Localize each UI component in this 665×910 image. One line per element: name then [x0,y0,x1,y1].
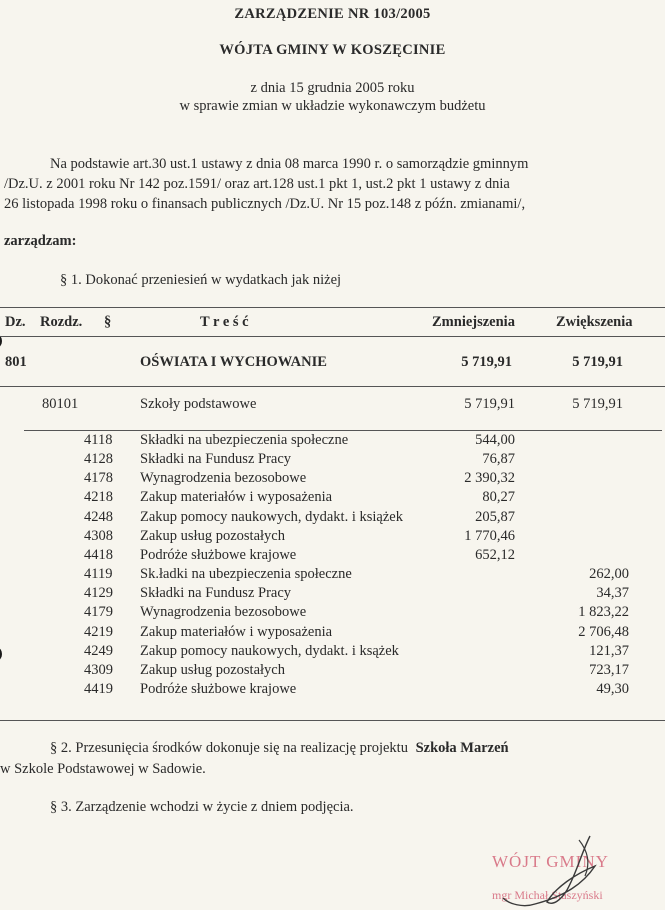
paragraph-2-lead: § 2. Przesunięcia środków dokonuje się na realizację projektu [50,740,408,756]
rozdzial-zwiekszenia: 5 719,91 [572,396,623,412]
row-zwiekszenia: 723,17 [589,662,629,678]
paragraph-3: § 3. Zarządzenie wchodzi w życie z dniem podjęcia. [50,799,354,815]
row-zmniejszenia: 2 390,32 [464,470,515,486]
row-zmniejszenia: 1 770,46 [464,528,515,544]
header-rozdz: Rozdz. [40,314,83,330]
dzial-zwiekszenia: 5 719,91 [572,354,623,370]
handwritten-signature [495,832,605,908]
table-rule [0,307,665,308]
row-zmniejszenia: 652,12 [475,547,515,563]
paragraph-2-line2: w Szkole Podstawowej w Sadowie. [0,761,206,777]
row-paragraph-code: 4128 [84,451,113,467]
row-zwiekszenia: 49,30 [596,681,629,697]
row-zmniejszenia: 76,87 [482,451,515,467]
rozdzial-name: Szkoły podstawowe [140,396,257,412]
row-paragraph-code: 4129 [84,585,113,601]
table-rule [0,720,665,721]
row-zwiekszenia: 121,37 [589,643,629,659]
row-paragraph-code: 4179 [84,604,113,620]
row-description: Składki na ubezpieczenia społeczne [140,432,349,448]
document-title: ZARZĄDZENIE NR 103/2005 [234,6,431,22]
row-description: Podróże służbowe krajowe [140,547,297,563]
header-zmniejszenia: Zmniejszenia [432,314,515,330]
row-description: Wynagrodzenia bezosobowe [140,604,307,620]
row-paragraph-code: 4118 [84,432,113,448]
row-description: Zakup pomocy naukowych, dydakt. i ksążek [140,643,399,659]
row-paragraph-code: 4419 [84,681,113,697]
document-date: z dnia 15 grudnia 2005 roku [250,80,415,96]
row-description: Zakup materiałów i wyposażenia [140,624,333,640]
row-paragraph-code: 4309 [84,662,113,678]
row-zmniejszenia: 205,87 [475,509,515,525]
row-paragraph-code: 4178 [84,470,113,486]
zarzadzam-label: zarządzam: [4,233,77,249]
preamble-line: /Dz.U. z 2001 roku Nr 142 poz.1591/ oraz art.128 ust.1 pkt 1, ust.2 pkt 1 ustawy z dnia [4,176,510,192]
row-description: Zakup usług pozostałych [140,662,285,678]
dzial-code: 801 [5,354,27,370]
row-zwiekszenia: 2 706,48 [578,624,629,640]
row-paragraph-code: 4308 [84,528,113,544]
row-zwiekszenia: 34,37 [596,585,629,601]
paragraph-1: § 1. Dokonać przeniesień w wydatkach jak niżej [60,272,342,288]
row-description: Składki na Fundusz Pracy [140,585,292,601]
row-zwiekszenia: 1 823,22 [578,604,629,620]
header-tresc: T r e ś ć [200,314,249,330]
preamble-line: Na podstawie art.30 ust.1 ustawy z dnia 08 marca 1990 r. o samorządzie gminnym [50,156,529,172]
row-description: Sk.ładki na ubezpieczenia społeczne [140,566,352,582]
row-paragraph-code: 4248 [84,509,113,525]
table-rule [0,386,665,387]
rozdzial-code: 80101 [42,396,79,412]
row-zmniejszenia: 80,27 [482,489,515,505]
table-rule [24,430,662,431]
table-rule [0,336,665,337]
row-paragraph-code: 4249 [84,643,113,659]
preamble-line: 26 listopada 1998 roku o finansach publicznych /Dz.U. Nr 15 poz.148 z późn. zmianami/, [4,196,526,212]
row-description: Zakup materiałów i wyposażenia [140,489,333,505]
row-paragraph-code: 4218 [84,489,113,505]
header-dz: Dz. [5,314,26,330]
row-zmniejszenia: 544,00 [475,432,515,448]
row-description: Zakup usług pozostałych [140,528,285,544]
row-description: Składki na Fundusz Pracy [140,451,292,467]
dzial-zmniejszenia: 5 719,91 [461,354,512,370]
row-paragraph-code: 4418 [84,547,113,563]
signature-name: mgr Michał Staszyński [492,888,603,902]
rozdzial-zmniejszenia: 5 719,91 [464,396,515,412]
row-description: Zakup pomocy naukowych, dydakt. i książek [140,509,403,525]
paragraph-2 [50,740,509,757]
header-zwiekszenia: Zwiększenia [556,314,633,330]
project-name: Szkoła Marzeń [415,740,509,756]
dzial-name: OŚWIATA I WYCHOWANIE [140,354,327,370]
row-paragraph-code: 4119 [84,566,113,582]
row-description: Podróże służbowe krajowe [140,681,297,697]
issuer-title: WÓJTA GMINY W KOSZĘCINIE [219,42,446,58]
row-description: Wynagrodzenia bezosobowe [140,470,307,486]
punch-hole [0,648,2,660]
signature-title: WÓJT GMINY [492,852,609,871]
row-zwiekszenia: 262,00 [589,566,629,582]
row-paragraph-code: 4219 [84,624,113,640]
document-subject: w sprawie zmian w układzie wykonawczym budżetu [179,98,486,114]
header-paragraph: § [104,314,112,330]
